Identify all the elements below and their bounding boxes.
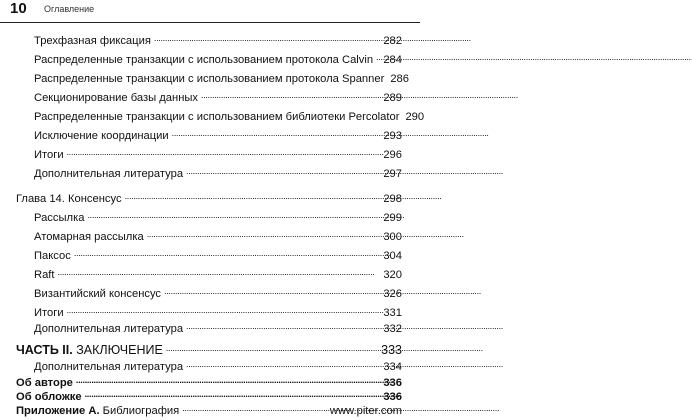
toc-entry-page: 290 [405,111,425,123]
running-head: Оглавление [44,4,95,14]
toc-entry-page: 296 [383,149,402,161]
toc-entry-title: Секционирование базы данных [34,92,199,104]
toc-entry-page: 326 [383,288,402,300]
toc-entry-page: 299 [383,212,402,224]
toc-entry-title: Глава 14. Консенсус [16,193,122,205]
toc-entry[interactable] [34,110,425,123]
toc-entry-title: Итоги [34,307,64,319]
toc-entry-title: Raft [34,269,55,281]
toc-entry[interactable] [34,53,402,66]
dot-leader [164,287,380,297]
toc-part-entry[interactable] [16,343,402,357]
toc-entry-page: 320 [383,269,402,281]
toc-entry-title: Атомарная рассылка [34,231,144,243]
toc-entry-page: 300 [383,231,402,243]
toc-entry-page: 332 [383,323,402,335]
dot-leader [76,376,380,386]
toc-entry-page: 284 [383,54,402,66]
dot-leader [67,306,381,316]
dot-leader [186,360,380,370]
dot-leader [125,192,381,202]
page-number: 10 [10,0,27,17]
toc-entry[interactable] [34,306,402,319]
toc-entry-title: Дополнительная литература [34,168,184,180]
toc-entry-title: Об обложке [16,391,82,403]
toc-entry-title: Дополнительная литература [34,361,184,373]
dot-leader [172,129,381,139]
toc-entry[interactable] [34,360,402,373]
toc-entry-title: Дополнительная литература [34,323,184,335]
dot-leader [186,322,380,332]
toc-entry-page: 333 [381,343,402,357]
dot-leader [85,390,381,400]
dot-leader [166,344,378,354]
toc-about-cover-entry[interactable] [16,390,402,403]
dot-leader [186,167,380,177]
dot-leader [154,34,380,44]
toc-entry[interactable] [34,34,402,47]
toc-entry[interactable] [34,148,402,161]
dot-leader [87,211,380,221]
toc-entry-page: 304 [383,250,402,262]
toc-entry-title [16,343,163,357]
dot-leader [182,404,327,414]
toc-entry-title: Итоги [34,149,64,161]
dot-leader [201,91,380,101]
toc-part-name: ЗАКЛЮЧЕНИЕ [76,343,163,357]
toc-entry-page: 336 [383,377,402,389]
toc-entry-title: Об авторе [16,377,73,389]
toc-chapter-entry[interactable] [16,192,402,205]
toc-entry[interactable] [34,268,402,281]
toc-entry[interactable] [34,72,409,85]
page-header [0,0,420,23]
toc-entry[interactable] [34,129,402,142]
toc-entry-page: 331 [383,307,402,319]
toc-entry-page: 293 [383,130,402,142]
toc-entry-title: Распределенные транзакции с использованием протокола Calvin [34,54,374,66]
toc-part-label: ЧАСТЬ II. [16,343,73,357]
toc-entry[interactable] [34,322,402,335]
toc-entry[interactable] [34,211,402,224]
toc-entry-title [16,405,179,417]
toc-entry-title: Рассылка [34,212,85,224]
toc-appendix-label: Приложение А. [16,405,100,417]
toc-appendix-entry[interactable] [16,404,402,417]
toc-entry-title: Паксос [34,250,71,262]
toc-entry-title: Исключение координации [34,130,169,142]
toc-entry-title: Распределенные транзакции с использованием библиотеки Percolator [34,111,400,123]
dot-leader [147,230,381,240]
toc-entry-page: 286 [390,73,409,85]
toc-entry[interactable] [34,91,402,104]
dot-leader [58,268,381,278]
toc-entry[interactable] [34,230,402,243]
toc-entry[interactable] [34,167,402,180]
toc-entry-page: www.piter.com [329,405,402,417]
toc-entry[interactable] [34,249,402,262]
dot-leader [67,148,381,158]
toc-entry-page: 297 [383,168,402,180]
toc-about-author-entry[interactable] [16,376,402,389]
toc-entry-title: Византийский консенсус [34,288,162,300]
toc-entry-page: 289 [383,92,402,104]
toc-entry-page: 334 [383,361,402,373]
toc-entry-page: 298 [383,193,402,205]
dot-leader [376,53,380,63]
toc-entry-title: Распределенные транзакции с использованием протокола Spanner [34,73,385,85]
toc-entry-title: Трехфазная фиксация [34,35,151,47]
toc-entry-page: 336 [383,391,402,403]
dot-leader [74,249,381,259]
toc-entry[interactable] [34,287,402,300]
toc-entry-page: 282 [383,35,402,47]
toc-appendix-name: Библиография [102,405,180,417]
